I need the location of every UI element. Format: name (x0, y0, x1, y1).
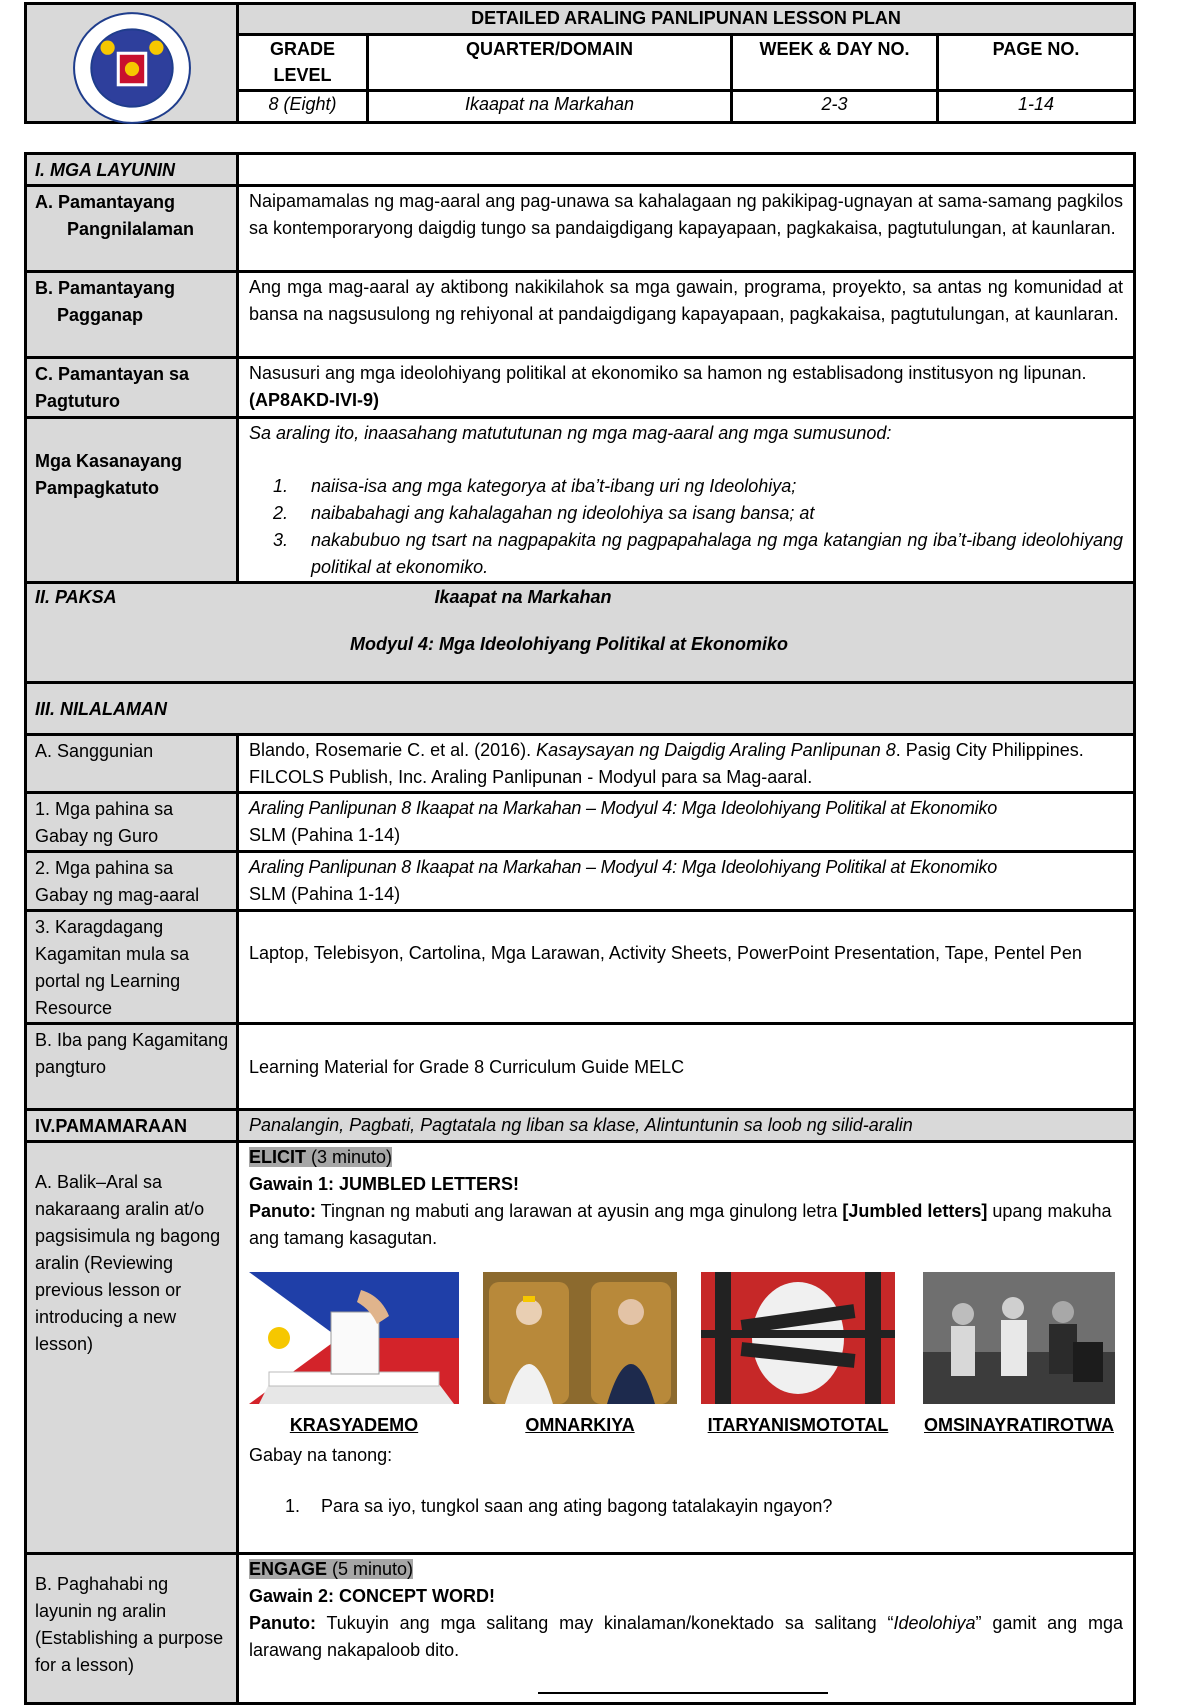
item-text: nakabubuo ng tsart na nagpapakita ng pagpapahalaga ng mga katangian ng iba’t-ibang ideolohiyang politikal at ekonomiko. (311, 530, 1123, 577)
section-pamamaraan-heading: IV.PAMAMARAAN (26, 1110, 238, 1142)
concept-map-line (538, 1692, 828, 1694)
deped-seal-icon (71, 11, 193, 125)
panuto-text: Tukuyin ang mga salitang may kinalaman/konektado sa salitang “ (316, 1613, 894, 1633)
label-kasanayang-pampagkatuto: Mga Kasanayang Pampagkatuto (26, 418, 238, 583)
royals-icon (483, 1272, 677, 1404)
item-number: 2. (273, 503, 289, 523)
label-line: Pagganap (57, 305, 144, 325)
item-text: naiisa-isa ang mga kategorya at iba’t-ibang uri ng Ideolohiya; (311, 476, 797, 496)
cell-elicit (238, 1142, 1135, 1554)
engage-time: (5 minuto) (327, 1559, 414, 1579)
panuto-emphasis: Ideolohiya (893, 1613, 976, 1633)
col-week-day: WEEK & DAY NO. (732, 35, 938, 91)
item-text: naibabahagi ang kahalagahan ng ideolohiya sa isang bansa; at (311, 503, 815, 523)
module-pages: SLM (Pahina 1-14) (249, 884, 401, 904)
text-sanggunian (238, 735, 1135, 793)
gabay-na-tanong: Gabay na tanong: (249, 1445, 393, 1465)
reference-publisher: . Pasig City Philippines. FILCOLS Publish, Inc. Araling Panlipunan - Modyul para sa Mag-aaral. (249, 740, 1084, 787)
caption-itaryanismototal: ITARYANISMOTOTAL (707, 1415, 889, 1435)
picture-monarchy (483, 1272, 677, 1404)
label-line: A. Pamantayang (35, 192, 176, 212)
objectives-list (249, 473, 1123, 581)
text-kasanayang-pampagkatuto (238, 418, 1135, 583)
text-iba-pang-kagamitan: Learning Material for Grade 8 Curriculum Guide MELC (238, 1024, 1135, 1110)
val-grade-level: 8 (Eight) (238, 91, 368, 123)
pagtuturo-text: Nasusuri ang mga ideolohiyang politikal at ekonomiko sa hamon ng establisadong institusyon ng lipunan. (249, 363, 1087, 383)
text-pamantayang-pagganap: Ang mga mag-aaral ay aktibong nakikilahok sa mga gawain, programa, proyekto, sa antas ng komunidad at bansa na nagsusulong ng rehiyonal at pandaigdigang kapayapaan, pagkakaisa, pagtutulungan, at kaunlaran. (238, 272, 1135, 358)
val-quarter-domain: Ikaapat na Markahan (368, 91, 732, 123)
item-number: 3. (273, 530, 289, 550)
panuto-text: upang makuha ang tamang kasagutan. (249, 1201, 1112, 1248)
ballot-flag-icon (249, 1272, 459, 1404)
label-pamantayang-pangnilalaman (26, 186, 238, 272)
section-layunin-heading: I. MGA LAYUNIN (26, 154, 238, 186)
text-pamantayan-pagtuturo (238, 358, 1135, 418)
label-paghahabi-layunin: B. Paghahabi ng layunin ng aralin (Establishing a purpose for a lesson) (26, 1554, 238, 1704)
label-sanggunian: A. Sanggunian (26, 735, 238, 793)
text-karagdagang-kagamitan: Laptop, Telebisyon, Cartolina, Mga Larawan, Activity Sheets, PowerPoint Presentation, Tape, Pentel Pen (238, 911, 1135, 1024)
val-page-no: 1-14 (938, 91, 1135, 123)
section-paksa (26, 583, 1135, 683)
cell-engage (238, 1554, 1135, 1704)
label-gabay-mag-aaral: 2. Mga pahina sa Gabay ng mag-aaral (26, 852, 238, 911)
label-line: Pangnilalaman (67, 219, 195, 239)
document-title: DETAILED ARALING PANLIPUNAN LESSON PLAN (238, 4, 1135, 35)
label-pamantayan-pagtuturo: C. Pamantayan sa Pagtuturo (26, 358, 238, 418)
label-pamantayang-pagganap (26, 272, 238, 358)
gawain2-title: Gawain 2: CONCEPT WORD! (249, 1586, 496, 1606)
guide-question (249, 1493, 1123, 1520)
section-layunin-empty (238, 154, 1135, 186)
engage-label: ENGAGE (249, 1559, 328, 1579)
module-reference: Araling Panlipunan 8 Ikaapat na Markahan – Modyul 4: Mga Ideolohiyang Politikal at Ekonomiko (249, 857, 998, 877)
reference-author: Blando, Rosemarie C. et al. (2016). (249, 740, 537, 760)
caption-omnarkiya: OMNARKIYA (525, 1415, 635, 1435)
val-week-day: 2-3 (732, 91, 938, 123)
question-number: 1. (285, 1496, 301, 1516)
section-nilalaman-heading: III. NILALAMAN (26, 683, 1135, 735)
panuto-text: Tingnan ng mabuti ang larawan at ayusin ang mga ginulong letra (316, 1201, 843, 1221)
lesson-plan-table (24, 152, 1136, 1705)
label-gabay-guro: 1. Mga pahina sa Gabay ng Guro (26, 793, 238, 852)
paksa-quarter: Ikaapat na Markahan (434, 587, 612, 607)
caption-omsinayratirotwa: OMSINAYRATIROTWA (923, 1415, 1114, 1435)
label-balik-aral: A. Balik–Aral sa nakaraang aralin at/o pagsisimula ng bagong aralin (Reviewing previous lesson or introducing a new lesson) (26, 1142, 238, 1554)
module-pages: SLM (Pahina 1-14) (249, 825, 401, 845)
list-item (249, 500, 1123, 527)
censored-face-icon (701, 1272, 895, 1404)
module-reference: Araling Panlipunan 8 Ikaapat na Markahan – Modyul 4: Mga Ideolohiyang Politikal at Ekonomiko (249, 798, 998, 818)
list-item (249, 473, 1123, 500)
elicit-label: ELICIT (249, 1147, 306, 1167)
military-leader-icon (923, 1272, 1115, 1404)
label-iba-pang-kagamitan: B. Iba pang Kagamitang pangturo (26, 1024, 238, 1110)
panuto-text: ” gamit ang mga larawang nakapaloob dito. (249, 1613, 1123, 1660)
picture-voting (249, 1272, 459, 1404)
text-pamantayang-pangnilalaman: Naipamamalas ng mag-aaral ang pag-unawa sa kahalagaan ng pakikipag-ugnayan at sama-samang pagkilos sa kontemporaryong daigdig tungo sa pandaigdigang kapayapaan, pagkakaisa, pagtutulungan, at kaunlaran. (238, 186, 1135, 272)
lesson-plan-header (24, 2, 1136, 124)
panuto-label: Panuto: (249, 1201, 316, 1221)
panuto-label: Panuto: (249, 1613, 316, 1633)
panuto-emphasis: [Jumbled letters] (842, 1201, 988, 1221)
label-line: B. Pamantayang (35, 278, 176, 298)
objectives-intro: Sa araling ito, inaasahang matututunan ng mga mag-aaral ang mga sumusunod: (249, 423, 892, 443)
text-opening-routine: Panalangin, Pagbati, Pagtatala ng liban sa klase, Alintuntunin sa loob ng silid-aralin (238, 1110, 1135, 1142)
list-item (249, 527, 1123, 581)
elicit-time: (3 minuto) (306, 1147, 393, 1167)
text-gabay-mag-aaral (238, 852, 1135, 911)
col-page-no: PAGE NO. (938, 35, 1135, 91)
picture-dictatorship (923, 1272, 1115, 1404)
col-quarter-domain: QUARTER/DOMAIN (368, 35, 732, 91)
text-gabay-guro (238, 793, 1135, 852)
reference-title: Kasaysayan ng Daigdig Araling Panlipunan 8 (536, 740, 896, 760)
header-grid (236, 2, 1136, 124)
jumbled-pictures (249, 1272, 1123, 1442)
picture-totalitarianism (701, 1272, 895, 1404)
section-paksa-heading: II. PAKSA (35, 587, 117, 607)
label-karagdagang-kagamitan: 3. Karagdagang Kagamitan mula sa portal ng Learning Resource (26, 911, 238, 1024)
paksa-module-title: Modyul 4: Mga Ideolohiyang Politikal at Ekonomiko (349, 634, 789, 654)
gawain1-title: Gawain 1: JUMBLED LETTERS! (249, 1174, 520, 1194)
item-number: 1. (273, 476, 289, 496)
question-text: Para sa iyo, tungkol saan ang ating bagong tatalakayin ngayon? (321, 1496, 833, 1516)
caption-krasyademo: KRASYADEMO (289, 1415, 419, 1435)
col-grade-level: GRADE LEVEL (238, 35, 368, 91)
competency-code: (AP8AKD-IVI-9) (249, 390, 380, 410)
logo-cell (24, 2, 236, 124)
